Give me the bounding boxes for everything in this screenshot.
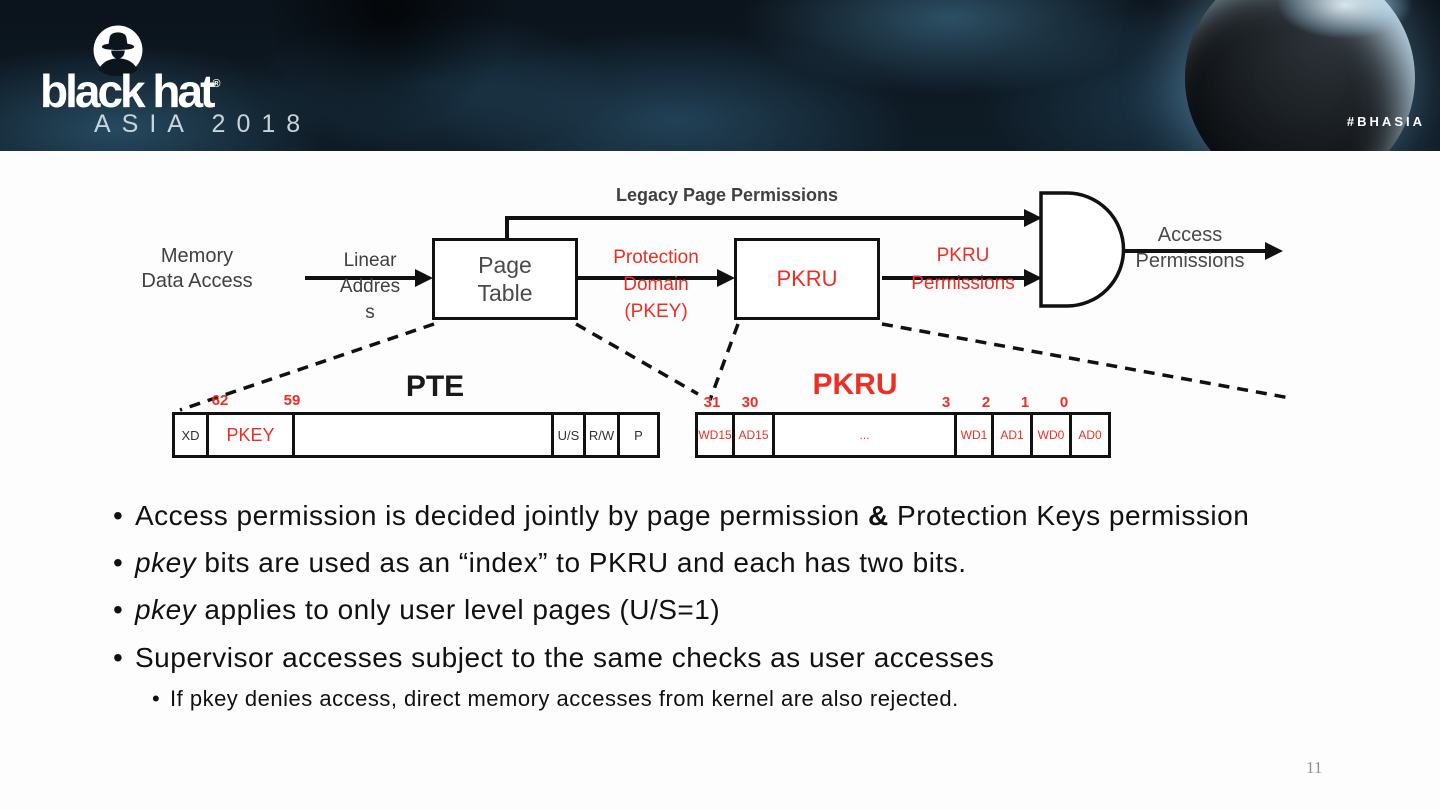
slide-header-banner: [0, 0, 1440, 151]
pte-cell-pkey: PKEY: [206, 412, 295, 458]
pkru-bit-0: 0: [1059, 394, 1069, 411]
pte-cell-rw: R/W: [583, 412, 620, 458]
pte-dash-right: [576, 324, 698, 394]
wordmark-text: black hat: [40, 65, 213, 117]
pkru-cell-ad1: AD1: [991, 412, 1033, 458]
legacy-page-permissions-label: Legacy Page Permissions: [615, 185, 839, 205]
pte-cell-us: U/S: [551, 412, 586, 458]
pkru-box: PKRU: [734, 238, 880, 320]
sub-bullet-kernel-rejected: • If pkey denies access, direct memory accesses from kernel are also rejected.: [152, 686, 959, 712]
pkru-cell-wd1: WD1: [954, 412, 994, 458]
bullet-pkey-index: • pkey bits are used as an “index” to PKRU and each has two bits.: [113, 547, 967, 579]
blackhat-logo: [40, 22, 320, 142]
pkru-cell-wd0: WD0: [1030, 412, 1072, 458]
pkru-cell-ad0: AD0: [1069, 412, 1111, 458]
pte-title: PTE: [405, 370, 465, 403]
pte-bit-62: 62: [211, 392, 229, 409]
pkru-bit-2: 2: [981, 394, 991, 411]
registered-mark: ®: [212, 78, 221, 90]
pte-cell-p: P: [617, 412, 660, 458]
pte-cell-blank: [292, 412, 554, 458]
asia-2018-subtitle: ASIA 2018: [94, 110, 312, 138]
pkru-cell-ellipsis: ...: [772, 412, 957, 458]
bhasia-hashtag: #BHASIA: [1346, 114, 1425, 129]
linear-address-label: Linear Addres s: [339, 250, 401, 323]
pte-bit-59: 59: [283, 392, 301, 409]
pkru-bit-1: 1: [1020, 394, 1030, 411]
bullet-joint-access-permission: • Access permission is decided jointly by page permission & Protection Keys permission: [113, 500, 1249, 532]
pte-bit-row: [172, 412, 660, 458]
linear-address-arrowhead: [415, 269, 433, 287]
access-permissions-label: Access Permissions: [1135, 224, 1245, 272]
pkru-cell-ad15: AD15: [732, 412, 775, 458]
moon-glare: [1255, 0, 1435, 55]
protection-domain-label: Protection Domain (PKEY): [613, 247, 699, 322]
pte-cell-xd: XD: [172, 412, 209, 458]
pkru-bit-row: [695, 412, 1111, 458]
and-gate-shape: [1041, 193, 1124, 306]
pkru-permissions-label: PKRU Permissions: [911, 245, 1015, 294]
pkru-bit-30: 30: [741, 394, 759, 411]
access-permission-diagram: [120, 172, 1300, 462]
pkru-register-title: PKRU: [812, 368, 898, 401]
access-permissions-arrowhead: [1265, 242, 1283, 260]
pkru-bit-31: 31: [703, 394, 721, 411]
protection-domain-arrowhead: [717, 269, 735, 287]
pkru-dash-right: [882, 324, 1290, 398]
bullet-pkey-user-pages: • pkey applies to only user level pages (U/S=1): [113, 594, 720, 626]
memory-data-access-label: Memory Data Access: [141, 245, 253, 292]
pkru-dash-left: [710, 324, 738, 400]
pkru-cell-wd15: WD15: [695, 412, 735, 458]
page-table-box: Page Table: [432, 238, 578, 320]
page-number: 11: [1306, 758, 1323, 777]
pkru-bit-3: 3: [941, 394, 951, 411]
bullet-supervisor-accesses: • Supervisor accesses subject to the same checks as user accesses: [113, 642, 994, 674]
